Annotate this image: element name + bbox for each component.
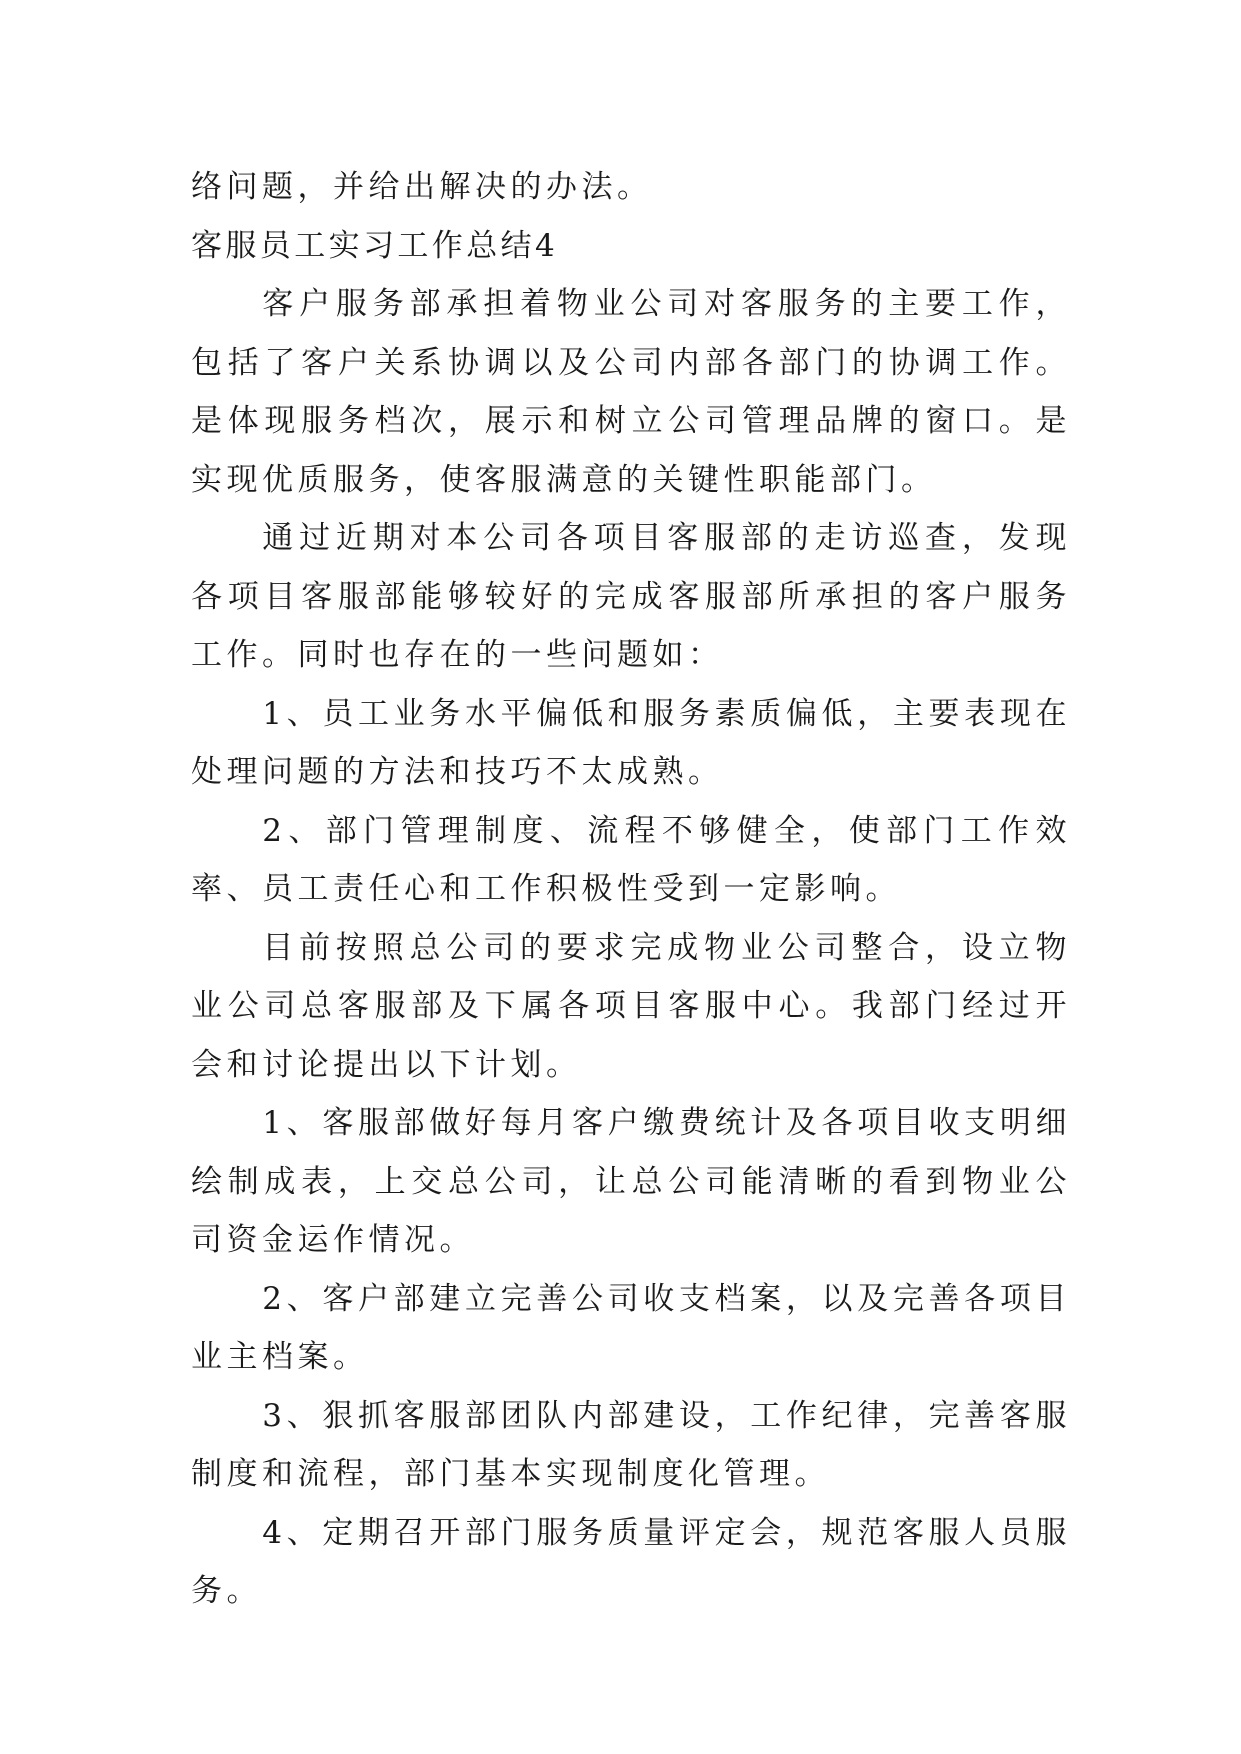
plan-item-3: 3、狠抓客服部团队内部建设，工作纪律，完善客服制度和流程，部门基本实现制度化管理。	[191, 1397, 1071, 1492]
paragraph-intro: 客户服务部承担着物业公司对客服务的主要工作，包括了客户关系协调以及公司内部各部门的协调工作。是体现服务档次，展示和树立公司管理品牌的窗口。是实现优质服务，使客服满意的关键性职能部门。	[191, 286, 1071, 498]
problem-item-1: 1、员工业务水平偏低和服务素质偏低，主要表现在处理问题的方法和技巧不太成熟。	[191, 695, 1071, 790]
plan-item-1: 1、客服部做好每月客户缴费统计及各项目收支明细绘制成表，上交总公司，让总公司能清晰的看到物业公司资金运作情况。	[191, 1105, 1071, 1258]
plan-item-2: 2、客户部建立完善公司收支档案，以及完善各项目业主档案。	[191, 1280, 1071, 1375]
plan-item-4: 4、定期召开部门服务质量评定会，规范客服人员服务。	[191, 1514, 1071, 1609]
paragraph-inspection: 通过近期对本公司各项目客服部的走访巡查，发现各项目客服部能够较好的完成客服部所承担的客户服务工作。同时也存在的一些问题如：	[191, 520, 1071, 673]
problem-item-2: 2、部门管理制度、流程不够健全，使部门工作效率、员工责任心和工作积极性受到一定影响。	[191, 812, 1071, 907]
paragraph-plan-intro: 目前按照总公司的要求完成物业公司整合，设立物业公司总客服部及下属各项目客服中心。我部门经过开会和讨论提出以下计划。	[191, 929, 1071, 1083]
section-heading: 客服员工实习工作总结4	[191, 227, 559, 264]
document-body	[191, 158, 1071, 1621]
paragraph-continuation: 络问题，并给出解决的办法。	[191, 169, 653, 205]
